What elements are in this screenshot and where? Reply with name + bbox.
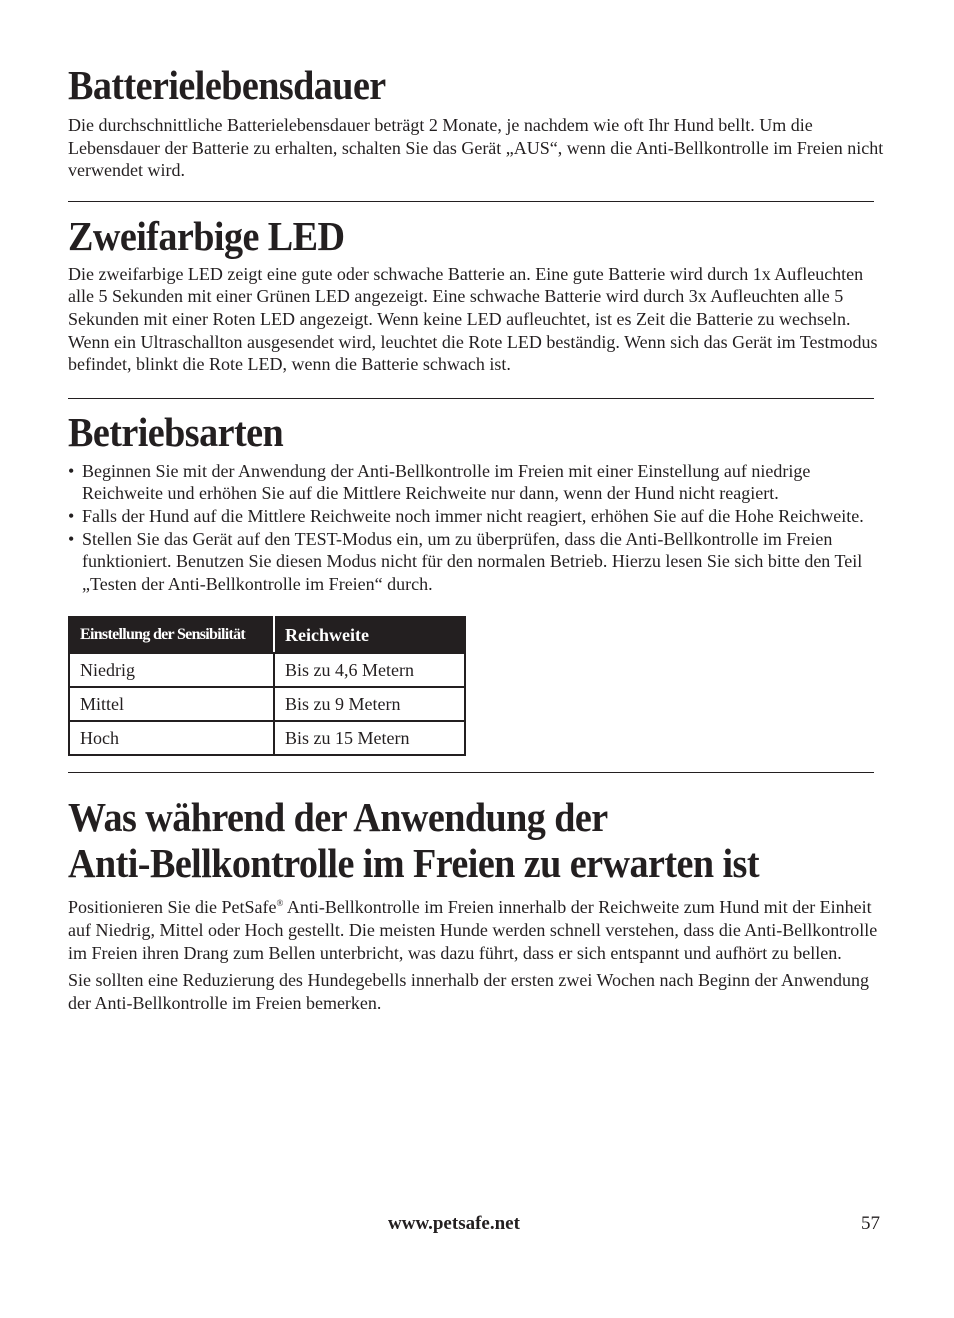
section-divider [68, 201, 874, 202]
operating-modes-list [68, 460, 886, 596]
bullet-icon: • [68, 505, 75, 526]
column-header-range: Reichweite [274, 617, 465, 653]
manual-page [68, 62, 886, 1014]
heading-battery-life: Batterielebensdauer [68, 62, 386, 108]
table-row [69, 687, 465, 721]
sensitivity-cell: Niedrig [69, 653, 274, 687]
column-header-sensitivity: Einstellung der Sensibilität [69, 617, 274, 653]
table-row [69, 721, 465, 755]
sensitivity-cell: Hoch [69, 721, 274, 755]
table-row [69, 653, 465, 687]
registered-mark: ® [276, 898, 284, 909]
bullet-icon: • [68, 460, 75, 481]
heading-what-to-expect: Was während der Anwendung der Anti-Bellkontrolle im Freien zu erwarten ist [68, 794, 759, 887]
range-cell: Bis zu 15 Metern [274, 721, 465, 755]
range-cell: Bis zu 9 Metern [274, 687, 465, 721]
what-to-expect-text-2: Sie sollten eine Reduzierung des Hundegebells innerhalb der ersten zwei Wochen nach Beginn der Anwendung der Anti-Bellkontrolle im Freien bemerken. [68, 970, 869, 1013]
section-divider [68, 398, 874, 399]
heading-bicolor-led: Zweifarbige LED [68, 212, 345, 259]
list-item: • Beginnen Sie mit der Anwendung der Anti-Bellkontrolle im Freien mit einer Einstellung auf niedrige Reichweite und erhöhen Sie auf die Mittlere Reichweite nur dann, wenn der Hund nicht reagiert. [68, 460, 811, 504]
bicolor-led-text: Die zweifarbige LED zeigt eine gute oder schwache Batterie an. Eine gute Batterie wird durch 1x Aufleuchten alle 5 Sekunden mit einer Grünen LED angezeigt. Eine schwache Batterie wird durch 3x Aufleuchten alle 5 Sekunden mit einer Roten LED angezeigt. Wenn keine LED aufleuchtet, ist es Zeit die Batterie zu wechseln. Wenn ein Ultraschallton ausgesendet wird, leuchtet die Rote LED beständig. Wenn sich das Gerät im Testmodus befindet, blinkt die Rote LED, wenn die Batterie schwach ist. [68, 263, 878, 375]
sensitivity-cell: Mittel [69, 687, 274, 721]
table-header-row [69, 617, 465, 653]
page-number: 57 [861, 1213, 880, 1234]
sensitivity-range-table [68, 616, 466, 756]
what-to-expect-text-1: Positionieren Sie die PetSafe® Anti-Bellkontrolle im Freien innerhalb der Reichweite zum Hund mit der Einheit auf Niedrig, Mittel oder Hoch gestellt. Die meisten Hunde werden schnell verstehen, dass die Anti-Bellkontrolle im Freien ihren Drang zum Bellen unterbricht, was dazu führt, dass er sich entspannt und aufhört zu bellen. [68, 897, 878, 963]
bullet-icon: • [68, 528, 75, 549]
list-item: • Falls der Hund auf die Mittlere Reichweite noch immer nicht reagiert, erhöhen Sie auf die Hohe Reichweite. [68, 505, 864, 526]
battery-life-text: Die durchschnittliche Batterielebensdauer beträgt 2 Monate, je nachdem wie oft Ihr Hund bellt. Um die Lebensdauer der Batterie zu erhalten, schalten Sie das Gerät „AUS“, wenn die Anti-Bellkontrolle im Freien nicht verwendet wird. [68, 115, 884, 181]
section-divider [68, 772, 874, 773]
footer-website: www.petsafe.net [388, 1213, 520, 1234]
heading-operating-modes: Betriebsarten [68, 408, 284, 455]
list-item: • Stellen Sie das Gerät auf den TEST-Modus ein, um zu überprüfen, dass die Anti-Bellkontrolle im Freien funktioniert. Benutzen Sie diesen Modus nicht für den normalen Betrieb. Hierzu lesen Sie sich bitte den Teil „Testen der Anti-Bellkontrolle im Freien“ durch. [68, 528, 863, 594]
range-cell: Bis zu 4,6 Metern [274, 653, 465, 687]
